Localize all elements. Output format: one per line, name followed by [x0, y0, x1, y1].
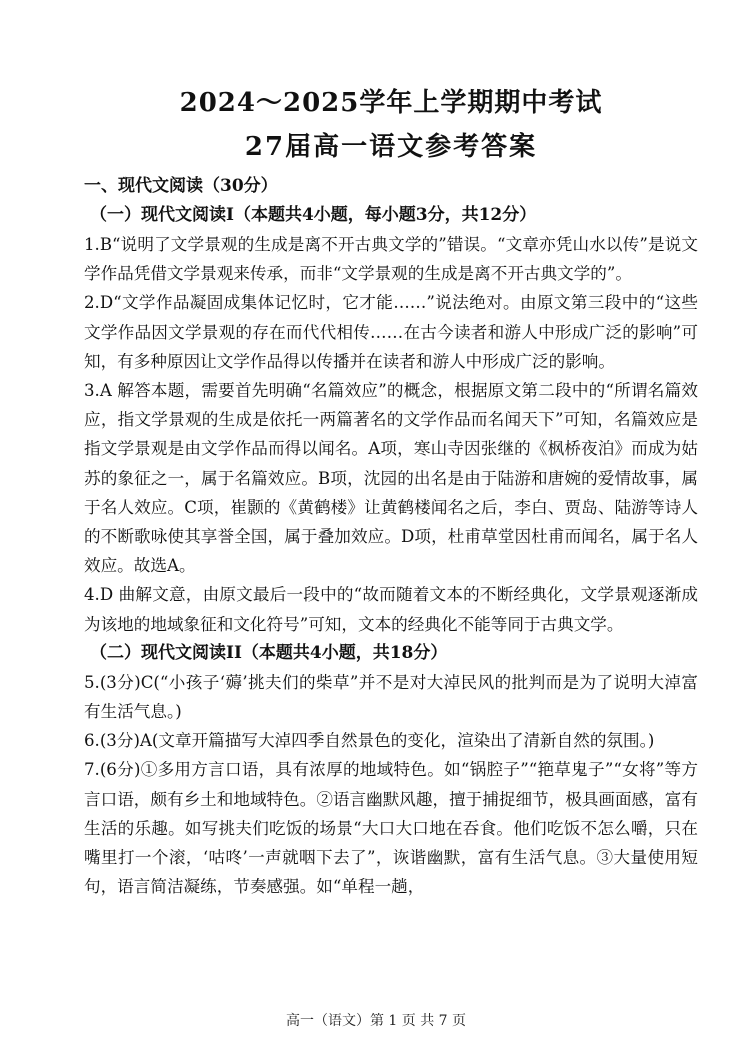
answer-item: 4.D 曲解文意，由原文最后一段中的“故而随着文本的不断经典化，文学景观逐渐成为该地的地域象征和文化符号”可知，文本的经典化不能等同于古典文学。 — [84, 585, 698, 634]
answer-item: 6.(3分)A(文章开篇描写大淖四季自然景色的变化，渲染出了清新自然的氛围。) — [84, 731, 655, 751]
subsection-heading-reading-1: （一）现代文阅读I（本题共4小题，每小题3分，共12分） — [90, 205, 537, 225]
exam-title: 2024～2025学年上学期期中考试 — [179, 88, 603, 118]
answer-key-title: 27届高一语文参考答案 — [244, 132, 538, 162]
answer-item: 7.(6分)①多用方言口语，具有浓厚的地域特色。如“锅腔子”“筢草鬼子”“女将”等方言口语，颇有乡土和地域特色。②语言幽默风趣，擅于捕捉细节，极具画面感，富有生活的乐趣。如写挑夫们吃饭的场景“大口大口地在吞食。他们吃饭不怎么嚼，只在嘴里打一个滚，‘咕咚’一声就咽下去了”，诙谐幽默，富有生活气息。③大量使用短句，语言简洁凝练，节奏感强。如“单程一趟， — [84, 760, 698, 897]
answer-item: 1.B“说明了文学景观的生成是离不开古典文学的”错误。“文章亦凭山水以传”是说文学作品凭借文学景观来传承，而非“文学景观的生成是离不开古典文学的”。 — [84, 235, 698, 284]
answer-item: 2.D“文学作品凝固成集体记忆时，它才能……”说法绝对。由原文第三段中的“这些文学作品因文学景观的存在而代代相传……在古今读者和游人中形成广泛的影响”可知，有多种原因让文学作品得以传播并在读者和游人中形成广泛的影响。 — [84, 293, 698, 371]
subsection-heading-reading-2: （二）现代文阅读II（本题共4小题，共18分） — [90, 642, 448, 663]
answer-item: 5.(3分)C(“小孩子‘薅’挑夫们的柴草”并不是对大淖民风的批判而是为了说明大淖富有生活气息。) — [84, 672, 698, 722]
section-heading-modern-reading: 一、现代文阅读（30分） — [84, 176, 278, 196]
page-footer: 高一（语文）第 1 页 共 7 页 — [285, 1013, 467, 1029]
answer-item: 3.A 解答本题，需要首先明确“名篇效应”的概念，根据原文第二段中的“所谓名篇效应，指文学景观的生成是依托一两篇著名的文学作品而名闻天下”可知，名篇效应是指文学景观是由文学作品而得以闻名。A项，寒山寺因张继的《枫桥夜泊》而成为姑苏的象征之一，属于名篇效应。B项，沈园的出名是由于陆游和唐婉的爱情故事，属于名人效应。C项，崔颢的《黄鹤楼》让黄鹤楼闻名之后，李白、贾岛、陆游等诗人的不断歌咏使其享誉全国，属于叠加效应。D项，杜甫草堂因杜甫而闻名，属于名人效应。故选A。 — [84, 381, 698, 576]
